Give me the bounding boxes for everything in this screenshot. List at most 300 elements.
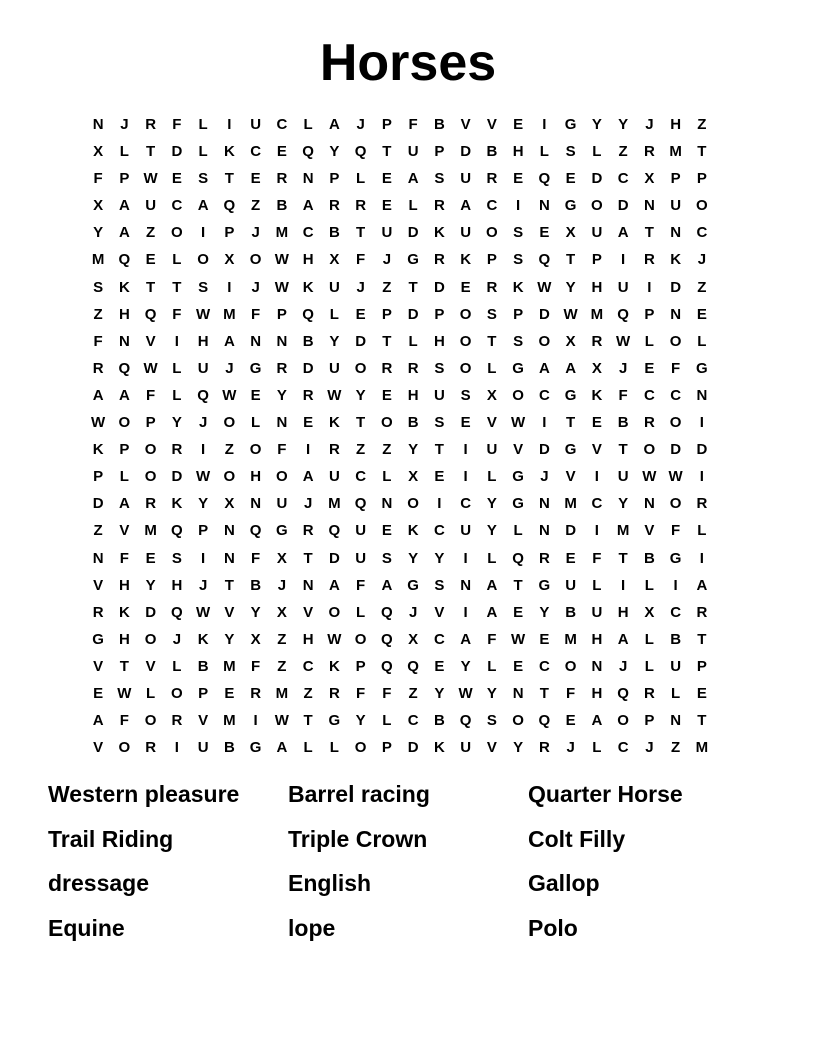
grid-letter: L (172, 657, 182, 675)
grid-letter: V (644, 522, 655, 540)
grid-letter: Q (538, 251, 551, 269)
grid-letter: N (92, 549, 104, 567)
grid-letter: R (145, 739, 157, 757)
grid-letter: D (407, 305, 419, 323)
grid-letter: N (538, 495, 550, 513)
grid-letter: Z (671, 739, 681, 757)
grid-row (85, 141, 715, 168)
grid-letter: I (673, 576, 678, 594)
grid-letter: I (621, 576, 626, 594)
grid-letter: X (486, 386, 497, 404)
grid-letter: Q (249, 522, 262, 540)
grid-letter: V (486, 116, 497, 133)
grid-letter: Q (171, 522, 183, 540)
grid-letter: H (197, 332, 209, 350)
grid-letter: L (487, 549, 497, 567)
grid-letter: D (433, 278, 445, 296)
grid-letter: G (407, 251, 419, 269)
grid-letter: E (381, 170, 392, 188)
grid-letter: S (434, 359, 445, 377)
grid-letter: P (276, 305, 287, 323)
grid-letter: A (591, 712, 603, 730)
grid-letter: Y (224, 630, 235, 648)
grid-letter: N (670, 712, 682, 730)
grid-letter: L (172, 386, 182, 404)
grid-letter: P (670, 170, 681, 188)
grid-letter: W (458, 684, 473, 702)
grid-letter: D (171, 468, 183, 486)
grid-letter: I (174, 739, 179, 757)
grid-letter: D (92, 495, 104, 513)
grid-letter: U (565, 576, 577, 594)
grid-letter: M (328, 495, 341, 513)
grid-letter: Q (171, 603, 183, 621)
grid-letter: J (225, 359, 234, 377)
grid-letter: M (223, 712, 236, 730)
grid-letter: C (407, 712, 419, 730)
grid-letter: U (591, 224, 603, 242)
grid-letter: F (356, 251, 366, 269)
grid-letter: X (276, 549, 287, 567)
grid-letter: C (486, 197, 498, 215)
grid-letter: V (565, 468, 576, 486)
grid-letter: L (172, 251, 182, 269)
grid-letter: C (538, 657, 550, 675)
grid-letter: I (463, 441, 468, 459)
grid-letter: R (328, 197, 340, 215)
grid-letter: P (696, 657, 707, 675)
grid-letter: N (223, 549, 235, 567)
grid-letter: N (460, 576, 472, 594)
grid-letter: H (591, 684, 603, 702)
grid-letter: O (171, 684, 183, 702)
grid-letter: Z (303, 684, 313, 702)
grid-letter: L (671, 684, 681, 702)
grid-letter: U (328, 468, 340, 486)
word-list-item: English (288, 870, 372, 896)
grid-letter: S (486, 305, 497, 323)
grid-letter: E (224, 684, 235, 702)
grid-letter: F (618, 386, 628, 404)
grid-letter: C (355, 468, 367, 486)
grid-letter: R (328, 441, 340, 459)
grid-letter: I (463, 603, 468, 621)
grid-letter: F (119, 549, 129, 567)
grid-letter: A (328, 576, 340, 594)
grid-letter: F (93, 332, 103, 350)
grid-letter: H (118, 305, 130, 323)
grid-letter: K (223, 143, 235, 161)
grid-letter: H (591, 630, 603, 648)
grid-letter: P (513, 305, 524, 323)
grid-letter: O (223, 468, 236, 486)
grid-letter: S (434, 414, 445, 432)
grid-letter: R (486, 278, 498, 296)
grid-letter: R (92, 603, 104, 621)
grid-letter: Q (381, 630, 393, 648)
grid-letter: Z (697, 278, 707, 296)
grid-letter: W (196, 468, 211, 486)
grid-letter: G (92, 630, 104, 648)
grid-letter: Y (408, 549, 419, 567)
word-list-item: Trail Riding (48, 825, 174, 852)
grid-letter: R (171, 712, 183, 730)
grid-letter: S (171, 549, 182, 567)
grid-letter: O (197, 251, 209, 269)
grid-letter: O (249, 441, 262, 459)
grid-row (85, 249, 715, 276)
grid-letter: O (512, 386, 524, 404)
grid-letter: S (381, 549, 392, 567)
grid-letter: R (486, 170, 498, 188)
grid-letter: T (618, 549, 628, 567)
grid-letter: G (328, 712, 341, 730)
word-list-item: Quarter Horse (528, 781, 683, 807)
grid-letter: Y (93, 224, 104, 242)
grid-letter: S (486, 712, 497, 730)
grid-letter: V (591, 441, 602, 459)
grid-letter: L (329, 305, 339, 323)
grid-letter: Y (618, 116, 629, 133)
grid-letter: L (251, 414, 261, 432)
grid-letter: E (513, 657, 524, 675)
grid-letter: F (671, 359, 681, 377)
grid-letter: A (696, 576, 708, 594)
grid-letter: X (644, 170, 655, 188)
grid-letter: W (196, 603, 211, 621)
grid-letter: J (251, 278, 260, 296)
grid-letter: L (592, 739, 602, 757)
grid-letter: U (433, 386, 445, 404)
grid-letter: I (201, 549, 206, 567)
grid-letter: N (512, 684, 524, 702)
grid-letter: F (487, 630, 497, 648)
grid-letter: A (223, 332, 235, 350)
grid-letter: S (198, 278, 209, 296)
grid-letter: O (223, 414, 236, 432)
grid-letter: G (512, 359, 524, 377)
grid-letter: V (486, 739, 497, 757)
grid-letter: O (144, 441, 157, 459)
grid-letter: Q (381, 657, 393, 675)
grid-row (85, 575, 715, 602)
grid-letter: T (644, 224, 654, 242)
grid-letter: W (274, 251, 289, 269)
grid-letter: B (250, 576, 262, 594)
grid-letter: G (696, 359, 708, 377)
grid-letter: E (513, 116, 524, 133)
grid-letter: Q (302, 143, 314, 161)
grid-letter: Q (118, 251, 131, 269)
page-title: Horses (319, 34, 497, 92)
grid-letter: B (328, 224, 340, 242)
grid-letter: N (538, 522, 550, 540)
grid-letter: T (119, 657, 129, 675)
grid-letter: L (356, 603, 366, 621)
grid-letter: T (303, 549, 313, 567)
grid-letter: E (513, 603, 524, 621)
grid-letter: B (433, 116, 445, 133)
grid-letter: D (696, 441, 708, 459)
grid-letter: G (249, 739, 262, 757)
grid-letter: J (382, 251, 392, 269)
grid-letter: K (460, 251, 472, 269)
grid-letter: E (539, 224, 550, 242)
grid-letter: B (643, 549, 655, 567)
grid-letter: D (171, 143, 183, 161)
grid-letter: F (382, 684, 392, 702)
grid-letter: S (198, 170, 209, 188)
grid-letter: L (592, 576, 602, 594)
grid-letter: T (356, 224, 366, 242)
grid-row (85, 602, 715, 629)
grid-letter: T (618, 441, 628, 459)
grid-letter: K (328, 414, 340, 432)
grid-letter: A (118, 224, 130, 242)
grid-letter: C (433, 522, 445, 540)
grid-letter: E (644, 359, 655, 377)
grid-letter: G (276, 522, 288, 540)
grid-letter: H (670, 116, 682, 133)
grid-letter: W (274, 712, 289, 730)
grid-letter: P (591, 251, 602, 269)
grid-letter: O (459, 359, 472, 377)
grid-letter: W (196, 305, 211, 323)
grid-letter: T (356, 414, 366, 432)
grid-letter: V (303, 603, 314, 621)
grid-letter: E (250, 170, 261, 188)
grid-letter: T (382, 143, 392, 161)
grid-letter: M (564, 630, 577, 648)
grid-letter: C (696, 224, 708, 242)
grid-letter: V (224, 603, 235, 621)
grid-letter: Y (145, 576, 156, 594)
grid-letter: W (143, 170, 158, 188)
grid-letter: T (566, 251, 576, 269)
grid-letter: K (197, 630, 209, 648)
word-list-item: Triple Crown (288, 825, 428, 852)
grid-letter: Z (277, 657, 287, 675)
grid-letter: K (433, 739, 445, 757)
grid-letter: A (486, 603, 498, 621)
grid-letter: G (538, 576, 551, 594)
grid-letter: J (566, 739, 575, 757)
grid-letter: F (592, 549, 602, 567)
grid-letter: C (591, 495, 603, 513)
grid-letter: J (120, 116, 129, 133)
grid-row (85, 331, 715, 358)
grid-letter: E (565, 712, 576, 730)
grid-letter: R (276, 170, 288, 188)
grid-letter: C (670, 603, 682, 621)
grid-letter: D (355, 332, 367, 350)
grid-letter: W (117, 684, 132, 702)
grid-letter: F (566, 684, 576, 702)
grid-letter: F (172, 305, 182, 323)
grid-letter: O (669, 414, 682, 432)
grid-letter: F (408, 116, 418, 133)
grid-letter: L (697, 522, 707, 540)
grid-letter: C (302, 224, 314, 242)
grid-letter: X (224, 495, 235, 513)
grid-letter: P (119, 170, 130, 188)
grid-letter: A (118, 495, 130, 513)
grid-letter: M (91, 251, 105, 269)
grid-letter: F (251, 657, 261, 675)
word-list-item: Equine (48, 914, 125, 941)
grid-letter: A (617, 224, 629, 242)
grid-letter: T (434, 441, 444, 459)
grid-letter: E (171, 170, 182, 188)
grid-letter: L (697, 332, 707, 350)
grid-letter: W (616, 332, 631, 350)
grid-letter: V (513, 441, 524, 459)
grid-letter: I (437, 495, 442, 513)
grid-letter: P (381, 739, 392, 757)
grid-letter: C (617, 170, 629, 188)
grid-letter: N (538, 197, 550, 215)
grid-letter: P (381, 305, 392, 323)
grid-letter: C (276, 116, 288, 133)
grid-letter: S (565, 143, 576, 161)
grid-letter: O (643, 441, 656, 459)
grid-letter: X (565, 332, 576, 350)
grid-letter: Q (354, 143, 367, 161)
grid-letter: A (328, 116, 340, 133)
grid-letter: L (303, 739, 313, 757)
grid-letter: O (591, 197, 603, 215)
word-list-item: Colt Filly (528, 825, 626, 852)
grid-letter: E (145, 549, 156, 567)
grid-letter: G (512, 468, 524, 486)
grid-letter: Y (276, 386, 287, 404)
grid-letter: Z (382, 441, 392, 459)
grid-letter: O (538, 332, 551, 350)
grid-letter: L (172, 359, 182, 377)
grid-row (85, 304, 715, 331)
grid-row (85, 710, 715, 737)
grid-letter: S (460, 386, 471, 404)
grid-letter: D (302, 359, 314, 377)
grid-letter: K (328, 657, 340, 675)
grid-row (85, 520, 715, 547)
grid-letter: S (434, 170, 445, 188)
grid-letter: D (328, 549, 340, 567)
grid-letter: O (407, 495, 419, 513)
grid-letter: F (251, 549, 261, 567)
grid-letter: I (463, 549, 468, 567)
grid-letter: Y (591, 116, 602, 133)
grid-letter: A (407, 170, 419, 188)
grid-letter: R (145, 495, 157, 513)
grid-letter: K (171, 495, 183, 513)
grid-letter: U (381, 224, 393, 242)
grid-letter: Q (459, 712, 472, 730)
grid-letter: R (407, 359, 419, 377)
grid-letter: K (407, 522, 419, 540)
grid-letter: Q (538, 170, 551, 188)
grid-letter: M (144, 522, 157, 540)
grid-letter: A (381, 576, 393, 594)
grid-letter: L (644, 657, 654, 675)
grid-letter: Y (355, 712, 366, 730)
grid-letter: P (224, 224, 235, 242)
grid-letter: U (617, 278, 629, 296)
grid-letter: Z (224, 441, 234, 459)
grid-letter: W (91, 414, 106, 432)
grid-letter: S (513, 224, 524, 242)
grid-row (85, 548, 715, 575)
grid-row (85, 385, 715, 412)
grid-letter: Y (434, 549, 445, 567)
grid-letter: F (277, 441, 287, 459)
grid-letter: R (643, 684, 655, 702)
grid-letter: W (563, 305, 578, 323)
grid-letter: L (382, 712, 392, 730)
grid-letter: R (171, 441, 183, 459)
grid-letter: H (407, 386, 419, 404)
grid-letter: Y (618, 495, 629, 513)
grid-letter: L (644, 576, 654, 594)
grid-letter: B (197, 657, 209, 675)
grid-letter: H (302, 630, 314, 648)
grid-letter: H (591, 278, 603, 296)
grid-letter: E (696, 305, 707, 323)
grid-letter: U (460, 522, 472, 540)
grid-letter: Y (355, 386, 366, 404)
grid-letter: Z (93, 522, 103, 540)
grid-letter: M (223, 657, 236, 675)
grid-letter: D (407, 739, 419, 757)
grid-letter: U (328, 278, 340, 296)
grid-letter: I (594, 522, 599, 540)
grid-letter: U (328, 359, 340, 377)
grid-letter: W (327, 386, 342, 404)
grid-letter: T (382, 332, 392, 350)
grid-letter: O (354, 630, 367, 648)
grid-letter: R (302, 522, 314, 540)
grid-letter: M (223, 305, 236, 323)
grid-letter: W (642, 468, 657, 486)
grid-letter: I (174, 332, 179, 350)
grid-letter: O (118, 739, 131, 757)
grid-letter: E (539, 630, 550, 648)
grid-letter: X (408, 630, 419, 648)
grid-letter: I (542, 414, 547, 432)
letter-grid (85, 114, 715, 764)
grid-letter: J (408, 603, 418, 621)
grid-letter: N (302, 576, 314, 594)
grid-letter: Z (356, 441, 366, 459)
grid-letter: P (434, 305, 445, 323)
grid-row (85, 493, 715, 520)
grid-letter: M (590, 305, 604, 323)
grid-letter: B (223, 739, 235, 757)
grid-letter: A (118, 386, 130, 404)
grid-letter: K (512, 278, 524, 296)
grid-letter: C (617, 739, 629, 757)
grid-letter: Q (328, 522, 341, 540)
grid-letter: L (487, 657, 497, 675)
grid-letter: Z (382, 278, 392, 296)
grid-letter: D (538, 441, 550, 459)
grid-letter: I (227, 278, 232, 296)
grid-letter: V (460, 116, 471, 133)
grid-letter: J (645, 739, 654, 757)
grid-letter: A (302, 468, 314, 486)
grid-letter: O (459, 332, 472, 350)
grid-row (85, 114, 715, 141)
